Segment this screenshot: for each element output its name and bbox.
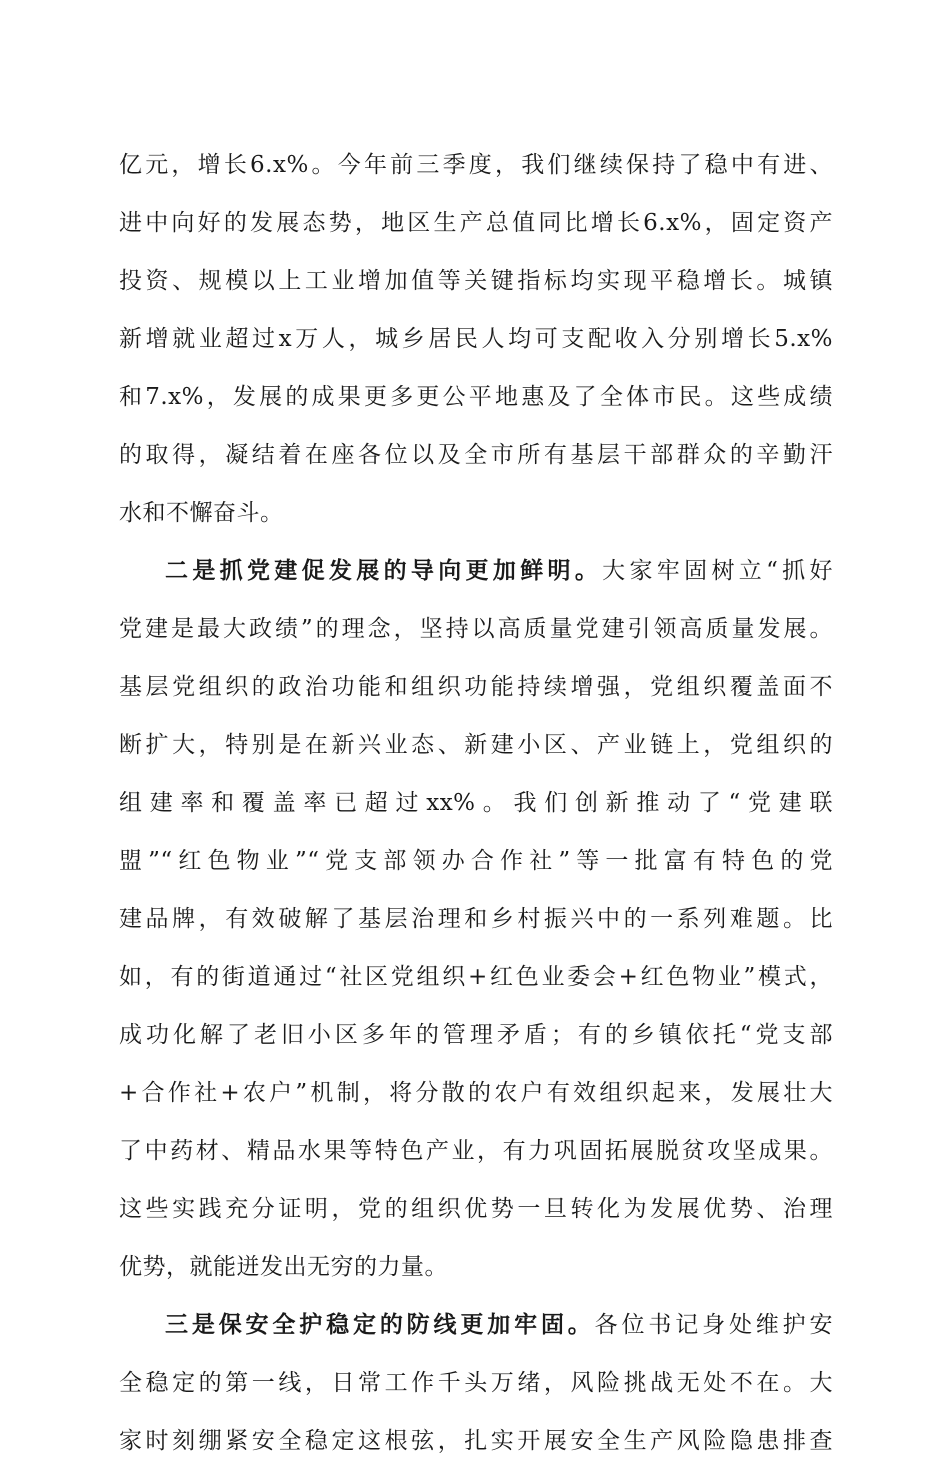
text-line: 这些实践充分证明，党的组织优势一旦转化为发展优势、治理 [119,1196,833,1222]
text-line: 新增就业超过x万人，城乡居民人均可支配收入分别增长5.x% [119,326,833,352]
text-run: 大家牢固树立“抓好 [602,558,833,584]
text-line: 党建是最大政绩”的理念，坚持以高质量党建引领高质量发展。 [119,616,833,642]
paragraph-heading: 二是抓党建促发展的导向更加鲜明。 [165,557,603,584]
text-line: 优势，就能迸发出无穷的力量。 [119,1254,448,1280]
text-line: 组建率和覆盖率已超过xx%。我们创新推动了“党建联 [119,790,833,816]
text-line: 家时刻绷紧安全稳定这根弦，扎实开展安全生产风险隐患排查 [119,1428,833,1454]
document-body [119,136,833,1470]
text-line-first [119,1296,833,1354]
text-line: 全稳定的第一线，日常工作千头万绪，风险挑战无处不在。大 [119,1370,833,1396]
paragraph-economic-results [119,136,833,542]
text-line-first [119,542,833,600]
text-line: +合作社+农户”机制，将分散的农户有效组织起来，发展壮大 [119,1080,833,1106]
text-line: 基层党组织的政治功能和组织功能持续增强，党组织覆盖面不 [119,674,833,700]
text-line: 成功化解了老旧小区多年的管理矛盾；有的乡镇依托“党支部 [119,1022,833,1048]
text-line: 了中药材、精品水果等特色产业，有力巩固拓展脱贫攻坚成果。 [119,1138,833,1164]
text-line: 和7.x%，发展的成果更多更公平地惠及了全体市民。这些成绩 [119,384,833,410]
text-line: 如，有的街道通过“社区党组织+红色业委会+红色物业”模式， [119,964,833,990]
paragraph-heading: 三是保安全护稳定的防线更加牢固。 [165,1311,595,1338]
text-line: 进中向好的发展态势，地区生产总值同比增长6.x%，固定资产 [119,210,833,236]
text-line: 投资、规模以上工业增加值等关键指标均实现平稳增长。城镇 [119,268,833,294]
text-line: 水和不懈奋斗。 [119,500,284,526]
text-line: 盟”“红色物业”“党支部领办合作社”等一批富有特色的党 [119,848,833,874]
paragraph-safety-stability [119,1296,833,1470]
text-line: 的取得，凝结着在座各位以及全市所有基层干部群众的辛勤汗 [119,442,833,468]
text-line: 断扩大，特别是在新兴业态、新建小区、产业链上，党组织的 [119,732,833,758]
text-line: 建品牌，有效破解了基层治理和乡村振兴中的一系列难题。比 [119,906,833,932]
paragraph-party-building [119,542,833,1296]
text-line: 亿元，增长6.x%。今年前三季度，我们继续保持了稳中有进、 [119,152,833,178]
text-run: 各位书记身处维护安 [594,1312,834,1338]
